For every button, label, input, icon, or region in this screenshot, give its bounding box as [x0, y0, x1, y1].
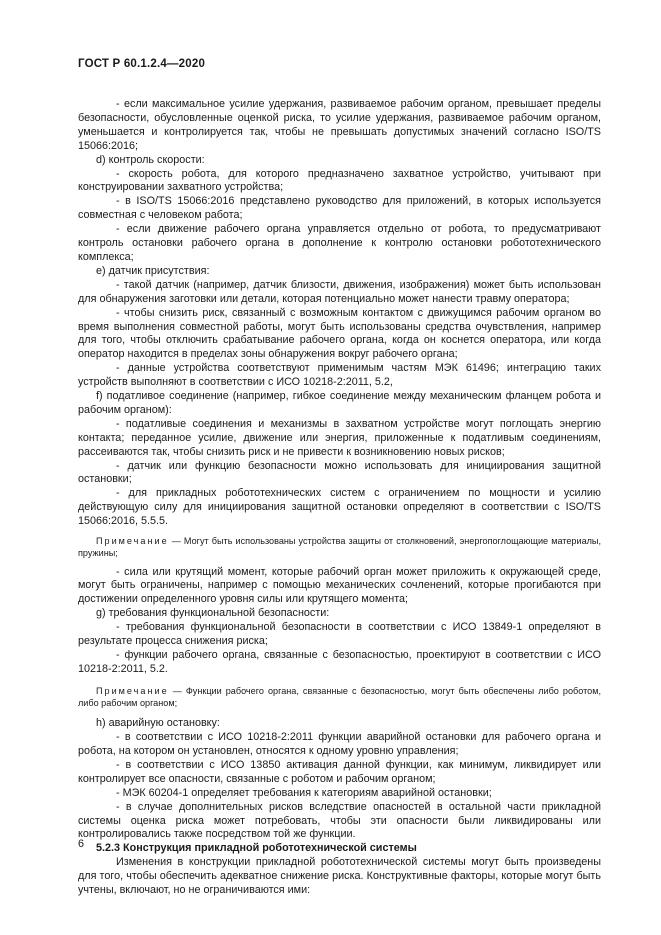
paragraph: - скорость робота, для которого предназначено захватное устройство, учитывают при конструировании захватного устройства;	[78, 167, 601, 194]
paragraph: - в соответствии с ИСО 10218-2:2011 функции аварийной остановки для рабочего органа и робота, на котором он установлен, относятся к одному уровню управления;	[78, 731, 601, 757]
section-text: Изменения в конструкции прикладной робототехнической системы могут быть произведены для того, чтобы обеспечить адекватное снижение риска. Конструктивные факторы, которые могут быть учтены, включают, но не ограничиваются ими:	[78, 856, 601, 897]
paragraph: - функции рабочего органа, связанные с безопасностью, проектируют в соответствии с ИСО 10218-2:2011, 5.2.	[78, 648, 601, 675]
paragraph: - в ISO/TS 15066:2016 представлено руководство для приложений, в которых используется совместная с человеком работа;	[78, 195, 601, 222]
note-label: Примечание	[96, 685, 169, 696]
paragraph: - сила или крутящий момент, которые рабочий орган может приложить к окружающей среде, могут быть ограничены, например с помощью механических сочленений, которые прогибаются при достижении определенного уровня силы или крутящего момента;	[78, 565, 601, 606]
paragraph: - в случае дополнительных рисков вследствие опасностей в остальной части прикладной системы оценка риска может потребовать, чтобы эти опасности были ликвидированы или контролировались также посредством той же функции.	[78, 800, 601, 841]
list-item-f: f) податливое соединение (например, гибкое соединение между механическим фланцем робота и рабочим органом):	[78, 390, 601, 416]
paragraph: - данные устройства соответствуют применимым частям МЭК 61496; интеграцию таких устройств выполняют в соответствии с ИСО 10218-2:2011, 5.2,	[78, 362, 601, 389]
document-header: ГОСТ Р 60.1.2.4—2020	[78, 58, 206, 70]
page-number: 6	[78, 838, 85, 850]
paragraph: - если движение рабочего органа управляется отдельно от робота, то предусматривают контроль остановки рабочего органа в дополнение к контролю остановки робототехнического комплекса;	[78, 223, 601, 263]
page-content	[78, 98, 601, 898]
paragraph: - датчик или функцию безопасности можно использовать для инициирования защитной остановки;	[78, 459, 601, 486]
paragraph: - требования функциональной безопасности в соответствии с ИСО 13849-1 определяют в результате процесса снижения риска;	[78, 621, 601, 648]
list-item-h: h) аварийную остановку:	[96, 717, 220, 730]
note-text: — Могут быть использованы устройства защиты от столкновений, энергопоглощающие материалы, пружины;	[78, 536, 601, 559]
note-text: — Функции рабочего органа, связанные с безопасностью, могут быть обеспечены либо роботом, либо рабочим органом;	[78, 685, 601, 708]
paragraph: - чтобы снизить риск, связанный с возможным контактом с движущимся рабочим органом во время выполнения совместной работы, могут быть использованы средства очувствления, например для того, чтобы отключить срабатывание рабочего органа, когда он коснется оператора, или когда оператор находится в пределах зоны обнаружения вокруг рабочего органа;	[78, 306, 601, 361]
paragraph: - податливые соединения и механизмы в захватном устройстве могут поглощать энергию контакта; переданное усилие, движение или энергия, приложенные к податливым соединениям, рассеиваются так, чтобы снизить риск и не привести к возникновению новых рисков;	[78, 417, 601, 458]
paragraph: - МЭК 60204-1 определяет требования к категориям аварийной остановки;	[116, 786, 492, 799]
list-item-d: d) контроль скорости:	[96, 153, 205, 166]
list-item-e: e) датчик присутствия:	[96, 264, 210, 277]
paragraph: - для прикладных робототехнических систем с ограничением по мощности и усилию действующую силу для инициирования защитной остановки определяют в соответствии с ISO/TS 15066:2016, 5.5.5.	[78, 487, 601, 528]
paragraph: - в соответствии с ИСО 13850 активация данной функции, как минимум, ликвидирует или контролирует все опасности, связанные с роботом и рабочим органом;	[78, 758, 601, 785]
note-label: Примечание	[96, 536, 169, 547]
paragraph: - если максимальное усилие удержания, развиваемое рабочим органом, превышает пределы безопасности, обусловленные оценкой риска, то усилие удержания, развиваемое рабочим органом, уменьшается и контролируется так, чтобы не превышать допустимых значений согласно ISO/TS 15066:2016;	[78, 98, 601, 152]
section-heading: 5.2.3 Конструкция прикладной робототехнической системы	[96, 842, 417, 855]
note-1	[78, 535, 601, 559]
note-2	[78, 685, 601, 709]
paragraph: - такой датчик (например, датчик близости, движения, изображения) может быть использован для обнаружения заготовки или детали, которая потенциально может нанести травму оператора;	[78, 278, 601, 305]
list-item-g: g) требования функциональной безопасности:	[96, 607, 330, 620]
